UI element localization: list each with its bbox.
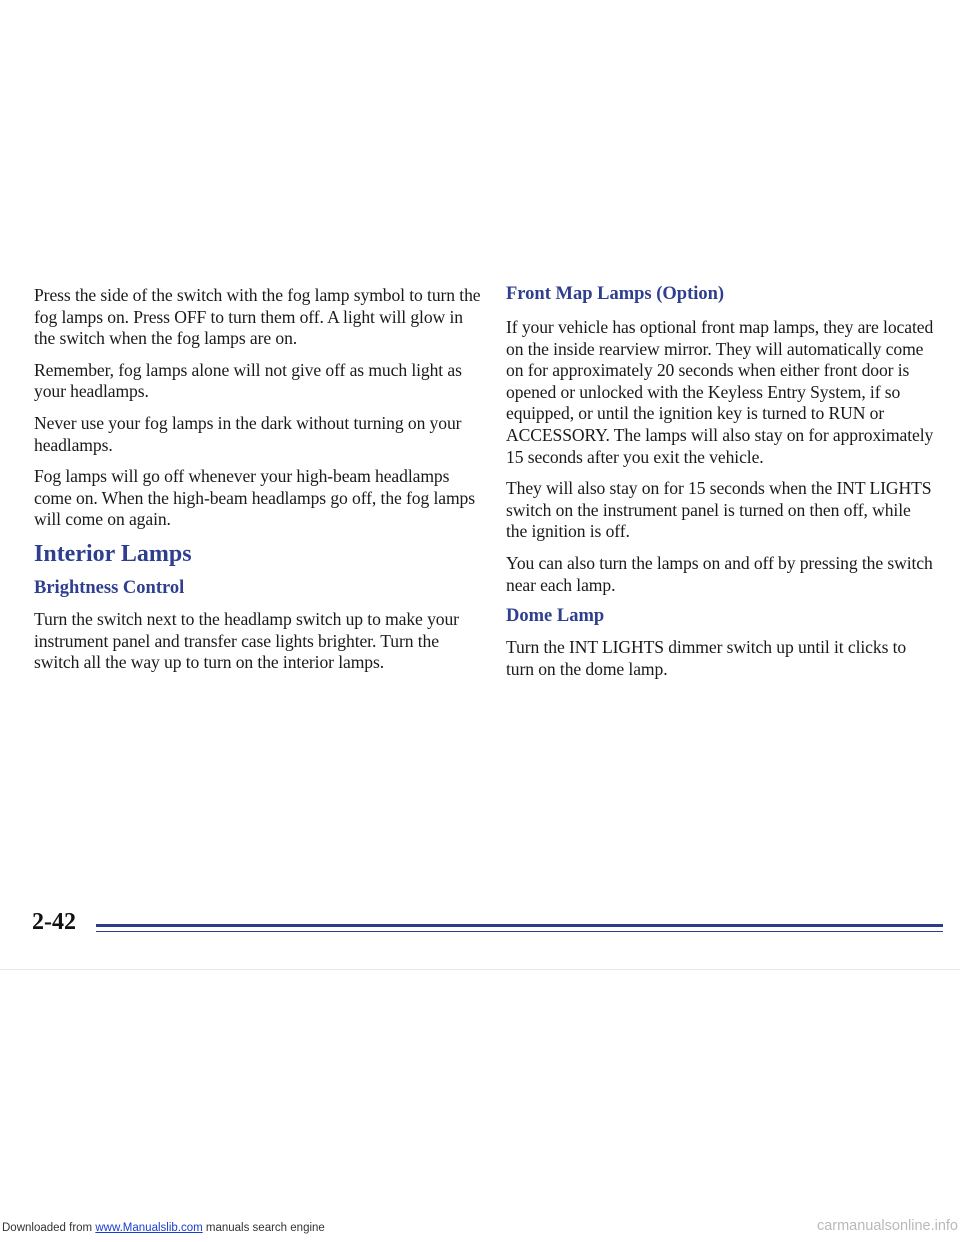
site-watermark: carmanualsonline.info [816, 1218, 958, 1234]
subheading-brightness-control: Brightness Control [34, 577, 185, 598]
fog-lamp-paragraph-1: Press the side of the switch with the fog lamp symbol to turn the fog lamps on. Press OFF to turn them off. A light will glow in the switch when the fog lamps are on. [34, 285, 481, 349]
footer-rule [96, 924, 943, 932]
map-lamps-paragraph-3: You can also turn the lamps on and off by pressing the switch near each lamp. [506, 552, 933, 595]
scan-edge-line [0, 969, 960, 970]
dome-lamp-paragraph: Turn the INT LIGHTS dimmer switch up until it clicks to turn on the dome lamp. [506, 637, 907, 679]
watermark-prefix: Downloaded from [2, 1222, 96, 1234]
watermark-suffix: manuals search engine [202, 1222, 325, 1234]
subheading-front-map-lamps: Front Map Lamps (Option) [506, 284, 725, 304]
left-column [34, 285, 484, 684]
subheading-dome-lamp: Dome Lamp [506, 606, 605, 627]
section-title-interior-lamps: Interior Lamps [34, 540, 192, 567]
footer-rule-thin [96, 931, 943, 932]
map-lamps-paragraph-2: They will also stay on for 15 seconds when the INT LIGHTS switch on the instrument panel is turned on then off, while the ignition is off. [506, 478, 932, 542]
download-watermark [2, 1222, 325, 1234]
right-column [506, 285, 934, 690]
page-number: 2-42 [32, 909, 76, 935]
brightness-control-paragraph: Turn the switch next to the headlamp switch up to make your instrument panel and transfer case lights brighter. Turn the switch all the way up to turn on the interior lamps. [34, 608, 459, 673]
manualslib-link[interactable]: www.Manualslib.com [95, 1222, 203, 1234]
map-lamps-paragraph-1: If your vehicle has optional front map lamps, they are located on the inside rearview mirror. They will automatically come on for approximately 20 seconds when either front door is opened or unlocked with the Keyless Entry System, if so equipped, or until the ignition key is turned to RUN or ACCESSORY. The lamps will also stay on for approximately 15 seconds after you exit the vehicle. [506, 317, 934, 467]
fog-lamp-paragraph-3: Never use your fog lamps in the dark without turning on your headlamps. [34, 412, 462, 455]
fog-lamp-paragraph-2: Remember, fog lamps alone will not give off as much light as your headlamps. [34, 359, 462, 402]
footer-rule-thick [96, 924, 943, 927]
fog-lamp-paragraph-4: Fog lamps will go off whenever your high-beam headlamps come on. When the high-beam headlamps go off, the fog lamps will come on again. [34, 466, 475, 530]
